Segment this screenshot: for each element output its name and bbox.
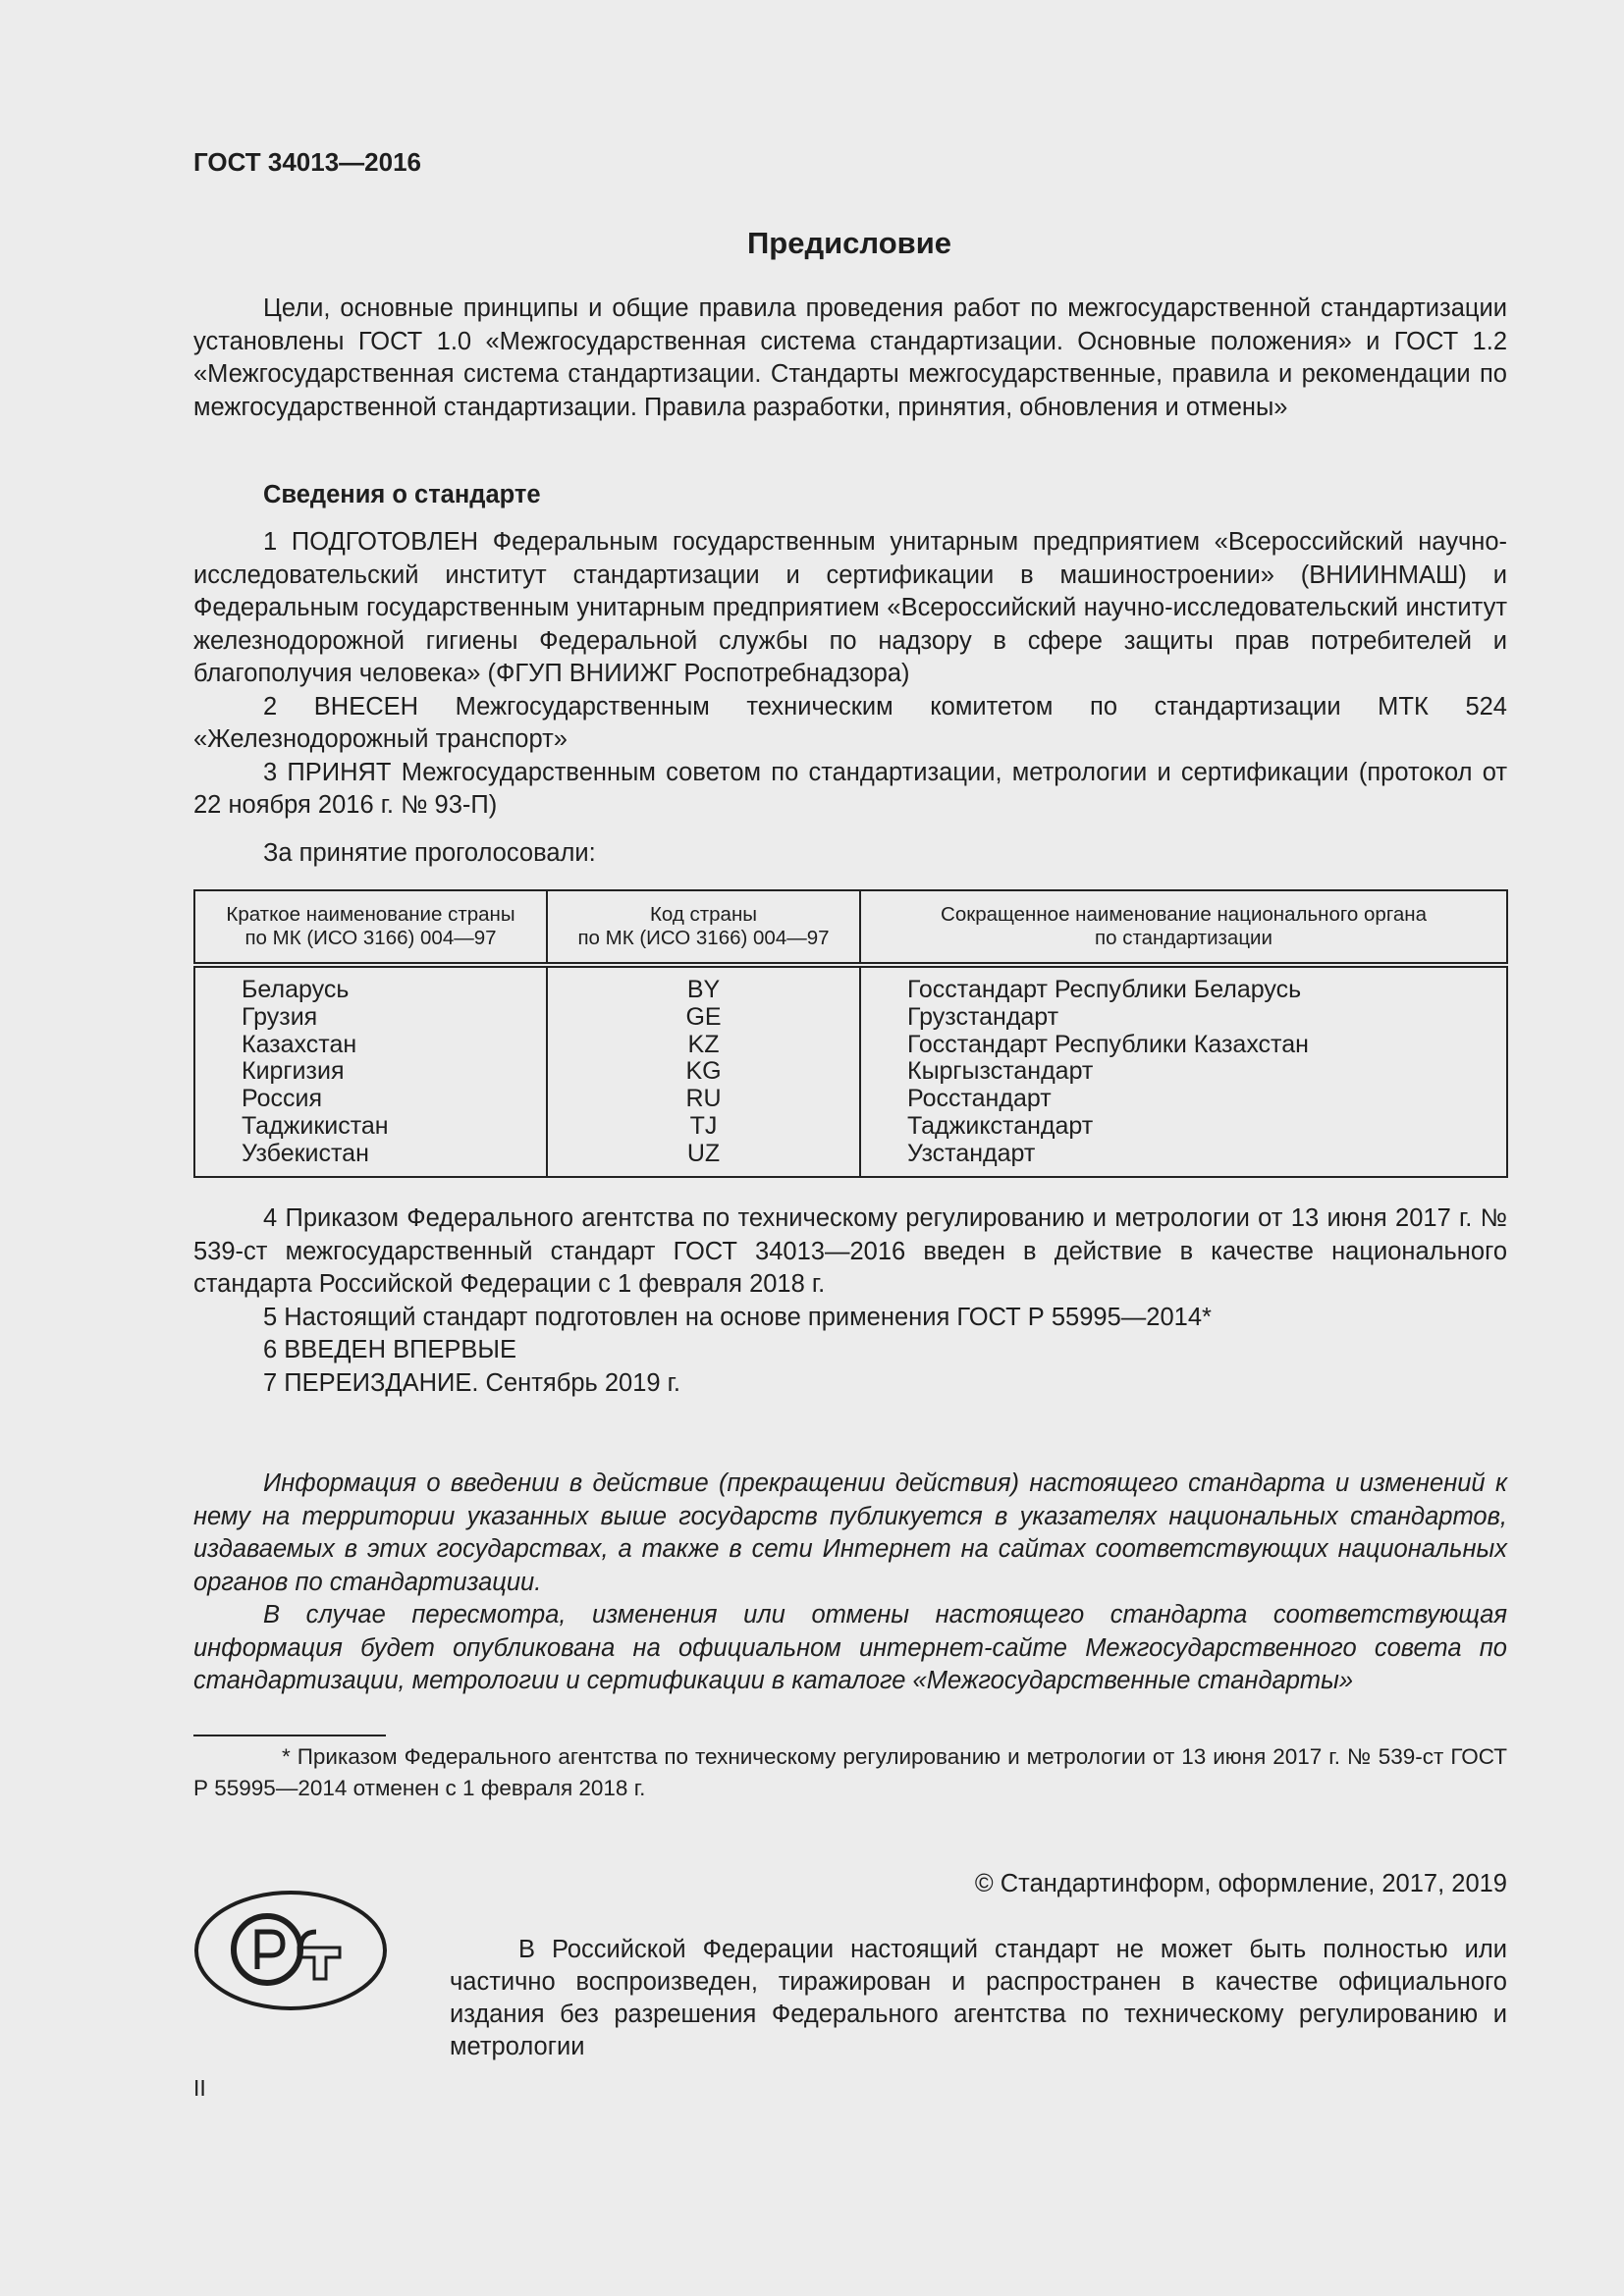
info-item-3: 3 ПРИНЯТ Межгосударственным советом по стандартизации, метрологии и сертификации (протокол от 22 ноября 2016 г. № 93-П)	[193, 758, 1507, 819]
document-code: ГОСТ 34013—2016	[193, 147, 421, 177]
footnote-separator	[193, 1735, 386, 1736]
table-cell: BY	[686, 976, 721, 1003]
table-cell: Казахстан	[242, 1030, 357, 1058]
table-cell: TJ	[689, 1111, 718, 1140]
code-column	[547, 965, 860, 1177]
info-items-1	[193, 526, 1507, 823]
rights-notice	[450, 1934, 1507, 2063]
italic-notice	[193, 1468, 1507, 1698]
voted-label: За принятие проголосовали:	[263, 839, 596, 867]
info-item-6: 6 ВВЕДЕН ВПЕРВЫЕ	[263, 1336, 517, 1363]
copyright: © Стандартинформ, оформление, 2017, 2019	[974, 1870, 1507, 1897]
table-cell: Таджикистан	[242, 1111, 389, 1140]
info-item-2: 2 ВНЕСЕН Межгосударственным техническим комитетом по стандартизации МТК 524 «Железнодорожный транспорт»	[193, 692, 1507, 753]
info-item-7: 7 ПЕРЕИЗДАНИЕ. Сентябрь 2019 г.	[263, 1368, 680, 1397]
table-cell: Росстандарт	[907, 1085, 1052, 1113]
table-cell: Госстандарт Республики Беларусь	[907, 976, 1302, 1003]
footnote	[193, 1741, 1507, 1804]
rst-logo-icon	[192, 1889, 389, 2017]
table-cell: KZ	[687, 1030, 720, 1058]
page-number: II	[193, 2075, 206, 2101]
page-title: Предисловие	[746, 226, 951, 260]
table-cell: Беларусь	[242, 976, 350, 1003]
rights-text: В Российской Федерации настоящий стандарт не может быть полностью или частично воспроизведен, тиражирован и распространен в качестве официального издания без разрешения Федерального агентства по техническому регулированию и метрологии	[450, 1936, 1507, 2060]
info-item-5: 5 Настоящий стандарт подготовлен на основе применения ГОСТ Р 55995—2014*	[263, 1303, 1212, 1331]
table-header-row	[194, 890, 1507, 965]
info-items-2	[193, 1202, 1507, 1400]
intro-text: Цели, основные принципы и общие правила проведения работ по межгосударственной стандартизации установлены ГОСТ 1.0 «Межгосударственная система стандартизации. Основные положения» и ГОСТ 1.2 «Межгосударственная система стандартизации. Стандарты межгосударственные, правила и рекомендации по межгосударственной стандартизации. Правила разработки, принятия, обновления и отмены»	[193, 294, 1507, 421]
table-cell: Грузстандарт	[907, 1002, 1059, 1031]
header-country: Краткое наименование страны по МК (ИСО 3166) 004—97	[194, 890, 547, 965]
table-cell: Узбекистан	[242, 1139, 369, 1167]
info-item-1: 1 ПОДГОТОВЛЕН Федеральным государственным унитарным предприятием «Всероссийский научно-исследовательский институт стандартизации и сертификации в машиностроении» (ВНИИНМАШ) и Федеральным государственным унитарным предприятием «Всероссийский научно-исследовательский институт железнодорожной гигиены Федеральной службы по надзору в сфере защиты прав потребителей и благополучия человека» (ФГУП ВНИИЖГ Роспотребнадзора)	[193, 528, 1507, 687]
notice-paragraph-1: Информация о введении в действие (прекращении действия) настоящего стандарта и изменений к нему на территории указанных выше государств публикуется в указателях национальных стандартов, издаваемых в этих государствах, а также в сети Интернет на сайтах соответствующих национальных органов по стандартизации.	[193, 1469, 1507, 1596]
table-body-row	[194, 965, 1507, 1177]
voting-table	[193, 889, 1508, 1178]
table-cell: Грузия	[242, 1002, 318, 1031]
footnote-text: * Приказом Федерального агентства по техническому регулированию и метрологии от 13 июня 2017 г. № 539-ст ГОСТ Р 55995—2014 отменен с 1 февраля 2018 г.	[193, 1744, 1507, 1800]
info-heading: Сведения о стандарте	[263, 481, 541, 508]
country-column	[194, 965, 547, 1177]
table-cell: KG	[685, 1057, 722, 1086]
table-cell: UZ	[686, 1139, 721, 1167]
header-code: Код страны по МК (ИСО 3166) 004—97	[547, 890, 860, 965]
organ-column	[860, 965, 1507, 1177]
intro-paragraph	[193, 293, 1507, 424]
header-organ: Сокращенное наименование национального органа по стандартизации	[860, 890, 1507, 965]
notice-paragraph-2: В случае пересмотра, изменения или отмены настоящего стандарта соответствующая информация будет опубликована на официальном интернет-сайте Межгосударственного совета по стандартизации, метрологии и сертификации в каталоге «Межгосударственные стандарты»	[193, 1601, 1507, 1694]
table-cell: Россия	[242, 1085, 322, 1113]
table-cell: Киргизия	[242, 1057, 345, 1086]
table-cell: Узстандарт	[907, 1139, 1036, 1167]
info-item-4: 4 Приказом Федерального агентства по техническому регулированию и метрологии от 13 июня 2017 г. № 539-ст межгосударственный стандарт ГОСТ 34013—2016 введен в действие в качестве национального стандарта Российской Федерации с 1 февраля 2018 г.	[193, 1204, 1507, 1298]
table-cell: Кыргызстандарт	[907, 1057, 1094, 1086]
table-cell: Таджикстандарт	[907, 1111, 1094, 1140]
table-cell: GE	[685, 1002, 722, 1031]
table-cell: RU	[685, 1085, 722, 1113]
table-cell: Госстандарт Республики Казахстан	[907, 1030, 1309, 1058]
